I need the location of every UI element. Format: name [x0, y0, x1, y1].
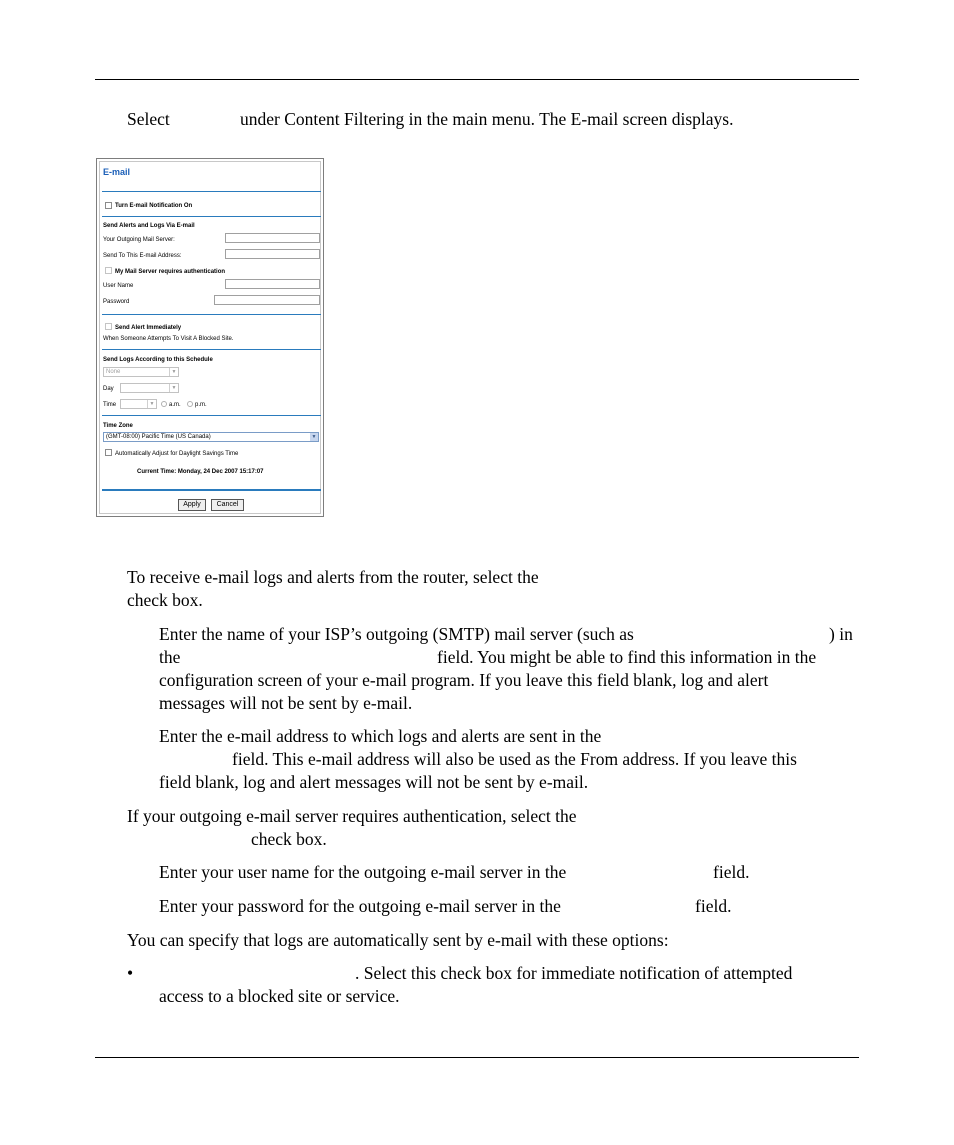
separator — [102, 191, 321, 192]
schedule-select-value: None — [106, 369, 121, 375]
body-p7: You can specify that logs are automatically sent by e-mail with these options: — [127, 930, 669, 950]
alert-label: Send Alert Immediately — [115, 325, 182, 331]
username-label: User Name — [103, 283, 134, 289]
body-p6a: Enter your password for the outgoing e-mail server in the — [159, 896, 561, 916]
time-select[interactable] — [120, 399, 157, 409]
pm-label: p.m. — [195, 402, 207, 408]
username-input[interactable] — [225, 279, 320, 289]
body-p8-line2: access to a blocked site or service. — [159, 986, 400, 1006]
body-p3-line3: field blank, log and alert messages will not be sent by e-mail. — [159, 772, 589, 792]
schedule-heading: Send Logs According to this Schedule — [103, 357, 213, 363]
body-p2-line4: messages will not be sent by e-mail. — [159, 693, 413, 713]
send-to-label: Send To This E-mail Address: — [103, 253, 182, 259]
outgoing-server-label: Your Outgoing Mail Server: — [103, 237, 175, 243]
outgoing-server-input[interactable] — [225, 233, 320, 243]
auth-checkbox[interactable] — [105, 267, 112, 274]
am-radio[interactable] — [161, 401, 167, 407]
body-p2-line2a: the — [159, 647, 181, 667]
cancel-button[interactable]: Cancel — [211, 499, 244, 511]
password-input[interactable] — [214, 295, 320, 305]
body-p4-line1: If your outgoing e-mail server requires authentication, select the — [127, 806, 577, 826]
schedule-select[interactable] — [103, 367, 179, 377]
body-p2-line1a: Enter the name of your ISP’s outgoing (SMTP) mail server (such as — [159, 624, 634, 644]
timezone-select-value: (GMT-08:00) Pacific Time (US Canada) — [106, 434, 211, 440]
separator — [102, 489, 321, 491]
chevron-down-icon: ▼ — [169, 384, 178, 392]
day-select[interactable] — [120, 383, 179, 393]
footer-rule — [95, 1057, 859, 1058]
am-label: a.m. — [169, 402, 181, 408]
chevron-down-icon: ▼ — [311, 434, 317, 440]
body-p2-line3: configuration screen of your e-mail program. If you leave this field blank, log and alert — [159, 670, 769, 690]
alert-sublabel: When Someone Attempts To Visit A Blocked Site. — [103, 336, 234, 342]
pm-radio[interactable] — [187, 401, 193, 407]
body-p1-line1: To receive e-mail logs and alerts from the router, select the — [127, 567, 539, 587]
body-p8-line1: . Select this check box for immediate notification of attempted — [355, 963, 793, 983]
current-time: Current Time: Monday, 24 Dec 2007 15:17:07 — [137, 469, 264, 475]
chevron-down-icon: ▼ — [147, 400, 156, 408]
body-p2-line2b: field. You might be able to find this information in the — [437, 647, 817, 667]
intro-text: under Content Filtering in the main menu. The E-mail screen displays. — [240, 109, 734, 129]
alert-checkbox[interactable] — [105, 323, 112, 330]
notify-checkbox[interactable] — [105, 202, 112, 209]
send-section-heading: Send Alerts and Logs Via E-mail — [103, 223, 195, 229]
send-to-input[interactable] — [225, 249, 320, 259]
password-label: Password — [103, 299, 130, 305]
day-label: Day — [103, 386, 114, 392]
header-rule — [95, 79, 859, 80]
separator — [102, 216, 321, 217]
separator — [102, 349, 321, 350]
email-screen-screenshot — [96, 158, 324, 517]
body-p2-line1b: ) in — [829, 624, 853, 644]
auth-label: My Mail Server requires authentication — [115, 269, 226, 275]
intro-select: Select — [127, 109, 170, 129]
body-p6b: field. — [695, 896, 732, 916]
body-p3-line1: Enter the e-mail address to which logs and alerts are sent in the — [159, 726, 602, 746]
timezone-select[interactable] — [103, 432, 319, 442]
apply-button[interactable]: Apply — [178, 499, 206, 511]
bullet: • — [127, 963, 134, 983]
notify-label: Turn E-mail Notification On — [115, 203, 193, 209]
chevron-down-icon: ▼ — [169, 368, 178, 376]
dst-label: Automatically Adjust for Daylight Savings Time — [115, 451, 239, 457]
body-p4-line2: check box. — [251, 829, 327, 849]
separator — [102, 415, 321, 416]
timezone-heading: Time Zone — [103, 423, 133, 429]
time-label: Time — [103, 402, 117, 408]
body-p5a: Enter your user name for the outgoing e-mail server in the — [159, 862, 567, 882]
separator — [102, 314, 321, 315]
dst-checkbox[interactable] — [105, 449, 112, 456]
body-p3-line2: field. This e-mail address will also be used as the From address. If you leave this — [232, 749, 797, 769]
body-p5b: field. — [713, 862, 750, 882]
email-screen-title: E-mail — [103, 167, 131, 177]
body-p1-line2: check box. — [127, 590, 203, 610]
